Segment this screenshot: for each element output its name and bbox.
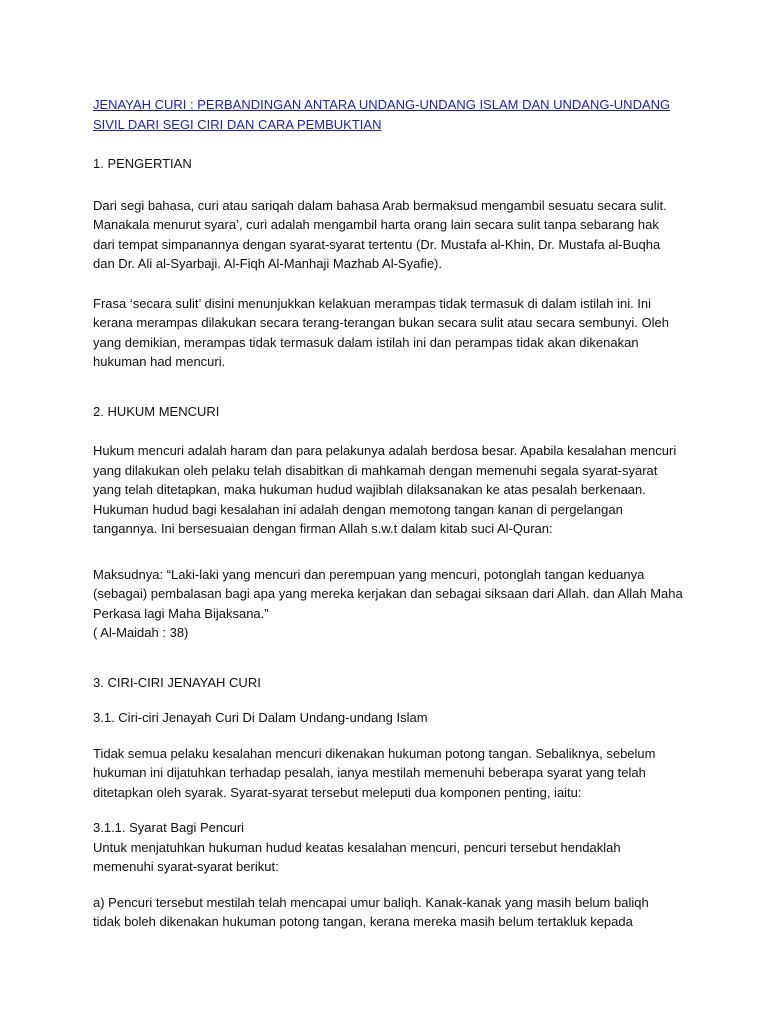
section-1-paragraph-1 (93, 196, 678, 274)
paragraph-line: Frasa ‘secara sulit’ disini menunjukkan kelakuan merampas tidak termasuk di dalam istilah ini. Ini (93, 295, 652, 311)
quote-line: (sebagai) pembalasan bagi apa yang mereka kerjakan dan sebagai siksaan dari Allah. dan Allah Maha (93, 586, 683, 601)
paragraph-line: memenuhi syarat-syarat berikut: (93, 859, 279, 874)
section-2-quote (93, 565, 683, 643)
paragraph-line: Dari segi bahasa, curi atau sariqah dalam bahasa Arab bermaksud mengambil sesuatu secara sulit. (93, 197, 667, 213)
paragraph-line: Hukum mencuri adalah haram dan para pelakunya adalah berdosa besar. Apabila kesalahan mencuri (93, 443, 677, 458)
paragraph-line: Untuk menjatuhkan hukuman hudud keatas kesalahan mencuri, pencuri tersebut hendaklah (93, 839, 621, 855)
paragraph-line: dan Dr. Ali al-Syarbaji. Al-Fiqh Al-Manhaji Mazhab Al-Syafie). (93, 256, 442, 271)
title-line-2[interactable]: SIVIL DARI SEGI CIRI DAN CARA PEMBUKTIAN (93, 116, 382, 132)
document-title-link[interactable] (93, 95, 678, 134)
paragraph-line: yang demikian, merampas tidak termasuk dalam istilah ini dan perampas tidak akan dikenakan (93, 334, 639, 350)
paragraph-line: yang telah ditetapkan, maka hukuman hudud wajiblah dilaksanakan ke atas pesalah berkenaan. (93, 482, 646, 497)
section-1-heading: 1. PENGERTIAN (93, 156, 192, 171)
paragraph-line: Hukuman hudud bagi kesalahan ini adalah dengan memotong tangan kanan di pergelangan (93, 501, 623, 517)
section-2-paragraph-1 (93, 441, 678, 539)
section-3-1-1-paragraph-1 (93, 838, 678, 877)
title-line-1[interactable]: JENAYAH CURI : PERBANDINGAN ANTARA UNDANG-UNDANG ISLAM DAN UNDANG-UNDANG (93, 97, 671, 112)
paragraph-line: ditetapkan oleh syarak. Syarat-syarat tersebut meleputi dua komponen penting, iaitu: (93, 784, 582, 800)
paragraph-line: Tidak semua pelaku kesalahan mencuri dikenakan hukuman potong tangan. Sebaliknya, sebelum (93, 745, 656, 761)
paragraph-line: Manakala menurut syara’, curi adalah mengambil harta orang lain secara sulit tanpa sebarang hak (93, 217, 659, 232)
paragraph-line: tidak boleh dikenakan hukuman potong tangan, kerana mereka masih belum tertakluk kepada (93, 914, 633, 929)
paragraph-line: dari tempat simpanannya dengan syarat-syarat tertentu (Dr. Mustafa al-Khin, Dr. Mustafa al-Buqha (93, 236, 661, 252)
quote-reference: ( Al-Maidah : 38) (93, 625, 189, 640)
paragraph-line: yang dilakukan oleh pelaku telah disabitkan di mahkamah dengan memenuhi segala syarat-syarat (93, 462, 658, 478)
paragraph-line: tangannya. Ini bersesuaian dengan firman Allah s.w.t dalam kitab suci Al-Quran: (93, 521, 553, 536)
paragraph-line: hukuman ini dijatuhkan terhadap pesalah, ianya mestilah memenuhi beberapa syarat yang telah (93, 765, 646, 780)
section-3-1-1-item-a (93, 893, 678, 932)
section-3-1-1-heading: 3.1.1. Syarat Bagi Pencuri (93, 820, 245, 835)
quote-line: Maksudnya: “Laki-laki yang mencuri dan perempuan yang mencuri, potonglah tangan keduanya (93, 566, 645, 582)
section-3-1-heading: 3.1. Ciri-ciri Jenayah Curi Di Dalam Undang-undang Islam (93, 710, 428, 725)
section-3-1-paragraph-1 (93, 744, 678, 803)
section-2-heading: 2. HUKUM MENCURI (93, 403, 220, 419)
paragraph-line: kerana merampas dilakukan secara terang-terangan bukan secara sulit atau secara sembunyi. Oleh (93, 315, 669, 330)
quote-line: Perkasa lagi Maha Bijaksana.” (93, 605, 269, 621)
section-3-heading: 3. CIRI-CIRI JENAYAH CURI (93, 674, 261, 690)
section-1-paragraph-2 (93, 294, 678, 372)
paragraph-line: hukuman had mencuri. (93, 354, 226, 369)
document-body (93, 95, 683, 932)
paragraph-line: a) Pencuri tersebut mestilah telah mencapai umur baliqh. Kanak-kanak yang masih belum baliqh (93, 894, 649, 910)
